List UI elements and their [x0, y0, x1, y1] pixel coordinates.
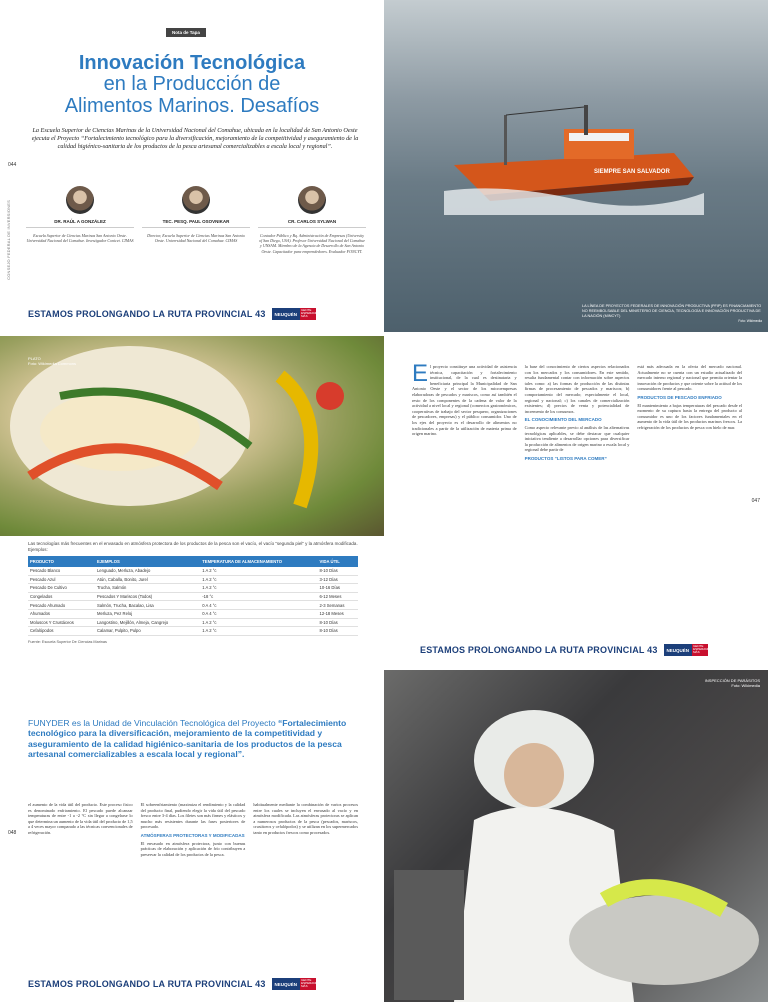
table-cell: 1 A 2 °c	[200, 584, 317, 593]
table-header-row	[28, 556, 358, 567]
column-2	[141, 802, 246, 857]
blurb-lead: FUNYDER es la Unidad de Vinculación Tecnológica del Proyecto	[28, 718, 278, 728]
table-cell: Pescado Blanco	[28, 567, 95, 575]
table-cell: Trucha, Salmón	[95, 584, 200, 593]
funyder-blurb	[28, 718, 362, 760]
text-columns	[412, 360, 743, 464]
author-card	[142, 186, 250, 254]
footer-banner	[420, 640, 712, 660]
table-body	[28, 567, 358, 635]
logo-main: NEUQUÉN	[272, 978, 301, 990]
photo-tag: INSPECCIÓN DE PARÁSITOS Foto: Wikimedia	[704, 678, 760, 688]
logo-main: NEUQUÉN	[664, 644, 693, 656]
avatar	[66, 186, 94, 214]
logo-sub: GENTE ESPERANDO MÁS	[301, 308, 320, 319]
table-cell: Atún, Caballa, Bonito, Jurel	[95, 575, 200, 584]
table-cell: Pescado Ahumado	[28, 601, 95, 610]
title-line-1: Innovación Tecnológica	[78, 52, 306, 74]
author-bio: Escuela Superior de Ciencias Marinas San Antonio Oeste. Universidad Nacional del Comahue. Investigador Conicet. CIMAS	[26, 233, 134, 244]
caption-credit: Foto: Wikimedia	[738, 319, 762, 323]
table-cell: Lenguado, Merluza, Abadejo	[95, 567, 200, 575]
table-cell: Pescado De Cultivo	[28, 584, 95, 593]
col-header: TEMPERATURA DE ALMACENAMIENTO	[200, 556, 317, 567]
drop-cap: E	[412, 360, 429, 387]
article-opening-page	[0, 0, 384, 332]
table-cell: 0 A 4 °c	[200, 601, 317, 610]
subheading: PRODUCTOS “LISTOS PARA COMER”	[524, 455, 607, 461]
table-cell: 3-12 Días	[318, 575, 358, 584]
table-cell: 0 A 4 °c	[200, 609, 317, 618]
table-cell: Calamar, Pulpito, Pulpo	[95, 627, 200, 636]
article-lede: La Escuela Superior de Ciencias Marinas de la Universidad Nacional del Comahue, ubicada en la localidad de San Antonio Oeste ejecuta el Proyecto “Fortalecimiento tecnológico para la diversificación, mejoramiento de la competitividad y aseguramiento de la calidad higiénico-sanitaria de los productos de la pesca artesanal comercializables a escala local y regional”.	[31, 127, 359, 150]
table-cell: 8-10 Días	[318, 627, 358, 636]
table-row	[28, 609, 358, 618]
table-cell: Congelados	[28, 592, 95, 601]
section-kicker: Nota de Tapa	[166, 28, 206, 37]
column-1	[412, 360, 517, 464]
paragraph: el aumento de la vida útil del producto. Este proceso fisico es denominado enfriamiento. El pescado puede alcanzar temperaturas de entre -1 a -2 °C sin llegar a congelarse lo que determina un aumento de la vida útil del producto de 1,5 a 4 veces mayor comparado a las técnicas convencionales de refrigeración.	[28, 802, 133, 835]
table-source: Fuente: Escuela Superior De Ciencias Marinas	[28, 639, 107, 644]
column-3	[637, 364, 742, 464]
table-cell: 8-10 Días	[318, 618, 358, 627]
avatar	[298, 186, 326, 214]
author-name: DR. RAÚL A GONZÁLEZ	[26, 219, 134, 228]
paragraph: habitualmente mediante la combinación de varios procesos entre los cuales se incluyen el envasado al vacío y en atmósfera modificada. Las atmósferas protectoras se aplican a numerosos productos de la pesca (pescados, mariscos, crustáceos y cefalópodos) y se utilizan en los supermercados tanto en productos frescos como procesados.	[253, 802, 359, 835]
table-row	[28, 601, 358, 610]
table-cell: 12-18 Meses	[318, 609, 358, 618]
table-cell: 2-3 Semanas	[318, 601, 358, 610]
paragraph: El sobreenfriamiento (maximiza el rendimiento y la calidad del producto final, pudiendo elegir la vida útil del pescado fresco entre 3-4 días. Los filetes son más firmes y elásticos y mucho más resistentes durante las fases posteriores de procesado.	[140, 802, 246, 830]
footer-text: ESTAMOS PROLONGANDO LA RUTA PROVINCIAL 43	[420, 645, 658, 655]
column-2	[525, 364, 630, 464]
table-row	[28, 592, 358, 601]
table-cell: Pescados Y Mariscos (Todos)	[95, 592, 200, 601]
page-number: 048	[8, 830, 17, 836]
table-row	[28, 567, 358, 575]
footer-banner	[28, 974, 320, 994]
table-row	[28, 618, 358, 627]
lab-photo	[384, 670, 768, 1002]
subheading: EL CONOCIMIENTO DEL MERCADO	[524, 417, 602, 423]
subheading: PRODUCTOS DE PESCADO ENFRIADO	[637, 394, 722, 400]
caption-text: LA LÍNEA DE PROYECTOS FEDERALES DE INNOVACIÓN PRODUCTIVA (PFIP) ES FINANCIAMIENTO NO REEMBOLSABLE DEL MINISTERIO DE CIENCIA, TECNOLOGÍA E INNOVACIÓN PRODUCTIVA DE LA NACIÓN (MINCYT)	[582, 304, 762, 318]
spread-1	[0, 0, 768, 332]
table-row	[28, 575, 358, 584]
author-bio: Contador Público y Bq. Administración de Empresas (University of San Diego, USA). Profesor Universidad Nacional del Comahue y UNSAM. Miembro de la Agencia de Desarrollo de San Antonio Oeste. Capacitador para emprendedores. Evaluador FONCYT.	[258, 233, 366, 254]
logo-sub: GENTE ESPERANDO MÁS	[693, 644, 712, 655]
funyder-page	[0, 670, 384, 1002]
table-cell: 6-12 Meses	[318, 592, 358, 601]
paragraph: Como aspecto relevante previo al análisis de las alternativas tecnológicas aplicables, se debe destacar que cualquier iniciativa tendiente a desarrollar opciones para diversificar la producción de alimentos de origen marino a escala local y regional debe partir de	[524, 424, 630, 453]
avatar	[182, 186, 210, 214]
author-name: TEC. PESQ. PAUL OSOVNIKAR	[142, 219, 250, 228]
food-photo-page	[0, 336, 384, 668]
neuquen-logo	[272, 978, 320, 990]
neuquen-logo	[664, 644, 712, 656]
page-number: 044	[8, 162, 17, 168]
author-name: CR. CARLOS SYLWAN	[258, 219, 366, 228]
photo-credit: PLATO Foto: Wikimedia Commons	[28, 356, 77, 366]
page-number: 047	[751, 498, 760, 504]
authors-row	[26, 186, 366, 254]
boat-illustration	[444, 95, 704, 215]
table-cell: 1 A 2 °c	[200, 575, 317, 584]
paragraph: El envasado en atmósfera protectora, junto con buenas prácticas de elaboración y aplicación de frío contribuyen a preservar la calidad de los productos de la pesca.	[140, 840, 246, 857]
table-cell: Cefalópodos	[28, 627, 95, 636]
table-cell: Salmón, Trucha, Bacalao, Lisa	[95, 601, 200, 610]
table-cell: 1 A 2 °c	[200, 618, 317, 627]
footer-banner	[28, 304, 320, 324]
table-cell: Ahumados	[28, 609, 95, 618]
table-cell: Langostino, Mejillón, Almeja, Cangrejo	[95, 618, 200, 627]
seafood-photo	[0, 336, 384, 536]
boat-name: SIEMPRE SAN SALVADOR	[594, 169, 670, 175]
text-columns	[28, 802, 358, 857]
column-3	[253, 802, 358, 857]
paragraph: El mantenimiento a bajas temperaturas del pescado desde el momento de su captura hasta la entrega del producto al consumidor es uno de los factores fundamentales en el aumento de la vida útil de los productos marinos frescos. La refrigeración de los productos de pesca con hielo de mar.	[637, 402, 743, 430]
neuquen-logo	[272, 308, 320, 320]
table-cell: -18 °c	[200, 592, 317, 601]
blurb-project-name: “Fortalecimiento tecnológico para la diversificación, mejoramiento de la competitividad y aseguramiento de la calidad higiénico-sanitaria de los productos de la pesca artesanal comercializables a escala local y regional”.	[28, 718, 347, 760]
table-cell: 10-16 Días	[318, 584, 358, 593]
author-bio: Director, Escuela Superior de Ciencias Marinas San Antonio Oeste. Universidad Nacional del Comahue. CIMAS	[147, 233, 245, 244]
table-cell: Pescado Azul	[28, 575, 95, 584]
table-cell: Merluza, Pez Reloj	[95, 609, 200, 618]
title-line-3: Alimentos Marinos. Desafíos	[64, 95, 320, 117]
fishing-boat-photo	[384, 0, 768, 332]
lab-illustration	[384, 670, 768, 1002]
subheading: ATMÓSFERAS PROTECTORAS Y MODIFICADAS	[140, 832, 245, 838]
table-cell: 1 A 2 °c	[200, 627, 317, 636]
logo-sub: GENTE ESPERANDO MÁS	[301, 978, 320, 989]
spread-2	[0, 336, 768, 668]
table-cell: 1 A 2 °c	[200, 567, 317, 575]
photo-caption	[582, 304, 762, 324]
col-header: PRODUCTO	[28, 556, 95, 567]
packaging-table	[28, 541, 358, 644]
author-card	[258, 186, 366, 254]
paragraph: la base del conocimiento de ciertos aspectos relacionados con los mercados y los consumidores. En este sentido, resulta fundamental contar con información sobre aspectos tales como: a) las formas de producción de las distintas firmas de procesamiento de pescados y mariscos; b) comportamiento del mercado; especialmente el local, regional y nacional; c) los canales de comercialización existentes; d) precios de venta y potencialidad de incremento de los consumos.	[524, 364, 630, 414]
table-row	[28, 584, 358, 593]
article-text-page	[384, 336, 768, 668]
footer-text: ESTAMOS PROLONGANDO LA RUTA PROVINCIAL 43	[28, 309, 266, 319]
col-header: EJEMPLOS	[95, 556, 200, 567]
table-cell: 8-10 Días	[318, 567, 358, 575]
side-flag: CONSEJO FEDERAL DE INVERSIONES	[6, 200, 11, 280]
column-1	[28, 802, 133, 857]
author-card	[26, 186, 134, 254]
spread-3	[0, 670, 768, 1002]
title-line-2: en la Producción de	[103, 73, 281, 95]
table-row	[28, 627, 358, 636]
logo-main: NEUQUÉN	[272, 308, 301, 320]
col-header: VIDA ÚTIL	[318, 556, 358, 567]
paragraph: l proyecto constituye una actividad de asistencia técnica, capacitación y fortalecimiento institucional, de la cual es destinataria y beneficiaria principal la Municipalidad de San Antonio Oeste y el sector de los microempresas elaboradoras de pescados y mariscos, como así también el resto de los componentes de la cadena de valor de la actividad a nivel local y regional (comercios gastronómicos, cooperativas de trabajo del sector pesquero, organizaciones de pescadores, empresas) y el público consumidor. Uno de los ejes del proyecto es el desarrollo de alimentos no tradicionales a partir de la utilización de materia prima de origen marino.	[412, 364, 517, 437]
table-caption: Las tecnologías más frecuentes en el envasado en atmósfera protectora de los productos de la pesca son el vacío, el vacío “segunda piel” y la atmósfera modificada. Ejemplos:	[28, 541, 358, 552]
seafood-illustration	[0, 336, 384, 536]
footer-text: ESTAMOS PROLONGANDO LA RUTA PROVINCIAL 43	[28, 979, 266, 989]
paragraph: está más adecuada en la oferta del mercado nacional. Actualmente no se cuenta con un estudio actualizado del mercado interno regional y nacional que permita orientar la innovación de productos y que oriente sobre la actitud de los consumidores frente al pescado.	[637, 364, 743, 392]
table-cell: Moluscos Y Crustáceos	[28, 618, 95, 627]
shelf-life-table	[28, 556, 358, 636]
